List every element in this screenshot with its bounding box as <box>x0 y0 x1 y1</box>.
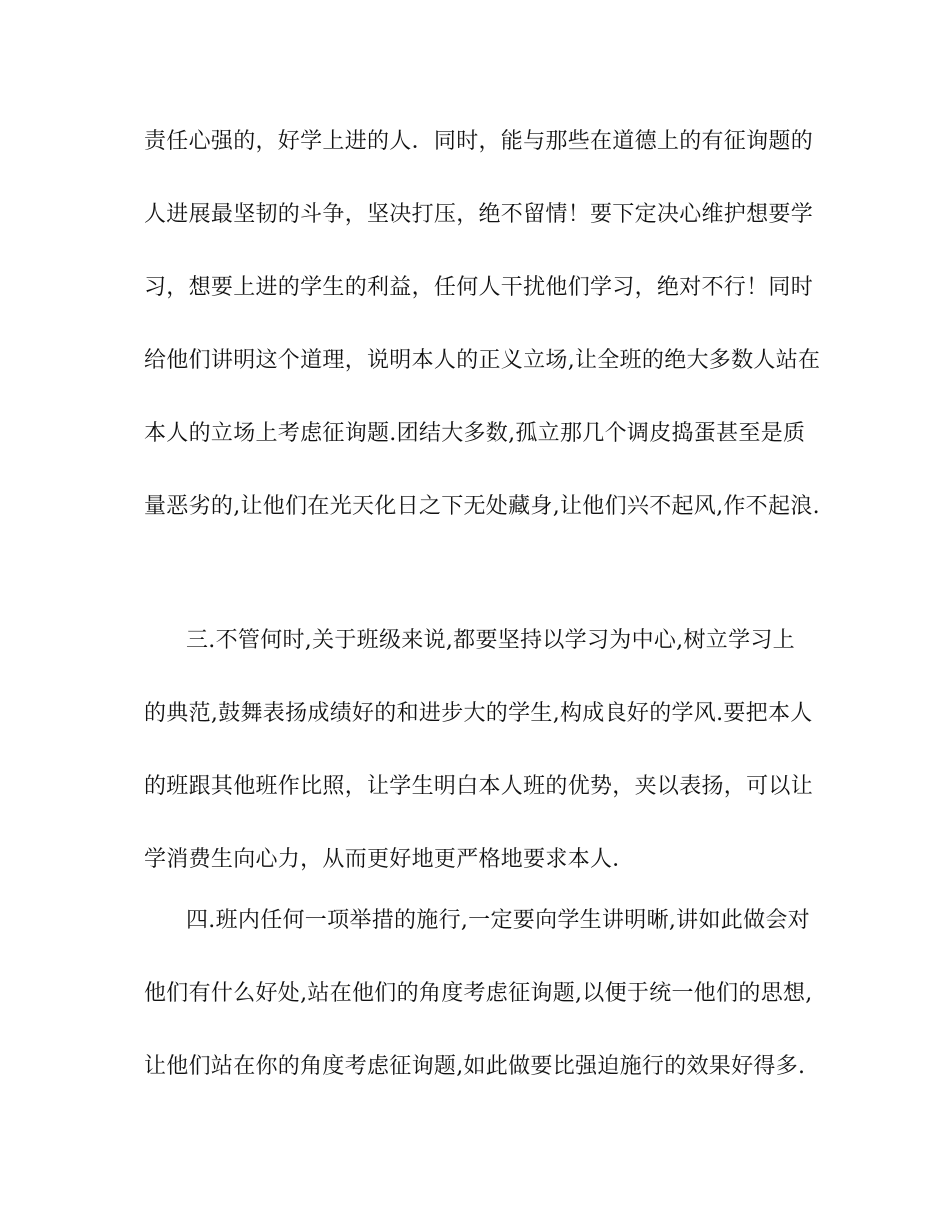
paragraph-3-line-2: 他们有什么好处,站在他们的角度考虑征询题,以便于统一他们的思想, <box>144 981 813 1006</box>
paragraph-1-line-6: 量恶劣的,让他们在光天化日之下无处藏身,让他们兴不起风,作不起浪. <box>144 494 820 519</box>
paragraph-1-line-3: 习，想要上进的学生的利益，任何人干扰他们学习，绝对不行！同时 <box>144 275 814 300</box>
paragraph-1-line-2: 人进展最坚韧的斗争，坚决打压，绝不留情！要下定决心维护想要学 <box>144 202 814 227</box>
paragraph-3-line-3: 让他们站在你的角度考虑征询题,如此做要比强迫施行的效果好得多. <box>144 1054 806 1079</box>
paragraph-2-line-3: 的班跟其他班作比照，让学生明白本人班的优势，夹以表扬，可以让 <box>144 774 814 799</box>
paragraph-1-line-4: 给他们讲明这个道理，说明本人的正义立场,让全班的绝大多数人站在 <box>144 348 821 373</box>
paragraph-1-line-5: 本人的立场上考虑征询题.团结大多数,孤立那几个调皮捣蛋甚至是质 <box>144 421 806 446</box>
paragraph-2-line-2: 的典范,鼓舞表扬成绩好的和进步大的学生,构成良好的学风.要把本人 <box>144 701 813 726</box>
paragraph-2-line-4: 学消费生向心力，从而更好地更严格地要求本人． <box>144 847 635 872</box>
paragraph-2-line-1: 三.不管何时,关于班级来说,都要坚持以学习为中心,树立学习上 <box>186 628 795 653</box>
paragraph-3-line-1: 四.班内任何一项举措的施行,一定要向学生讲明晰,讲如此做会对 <box>186 908 810 933</box>
paragraph-1-line-1: 责任心强的，好学上进的人．同时，能与那些在道德上的有征询题的 <box>144 129 814 154</box>
